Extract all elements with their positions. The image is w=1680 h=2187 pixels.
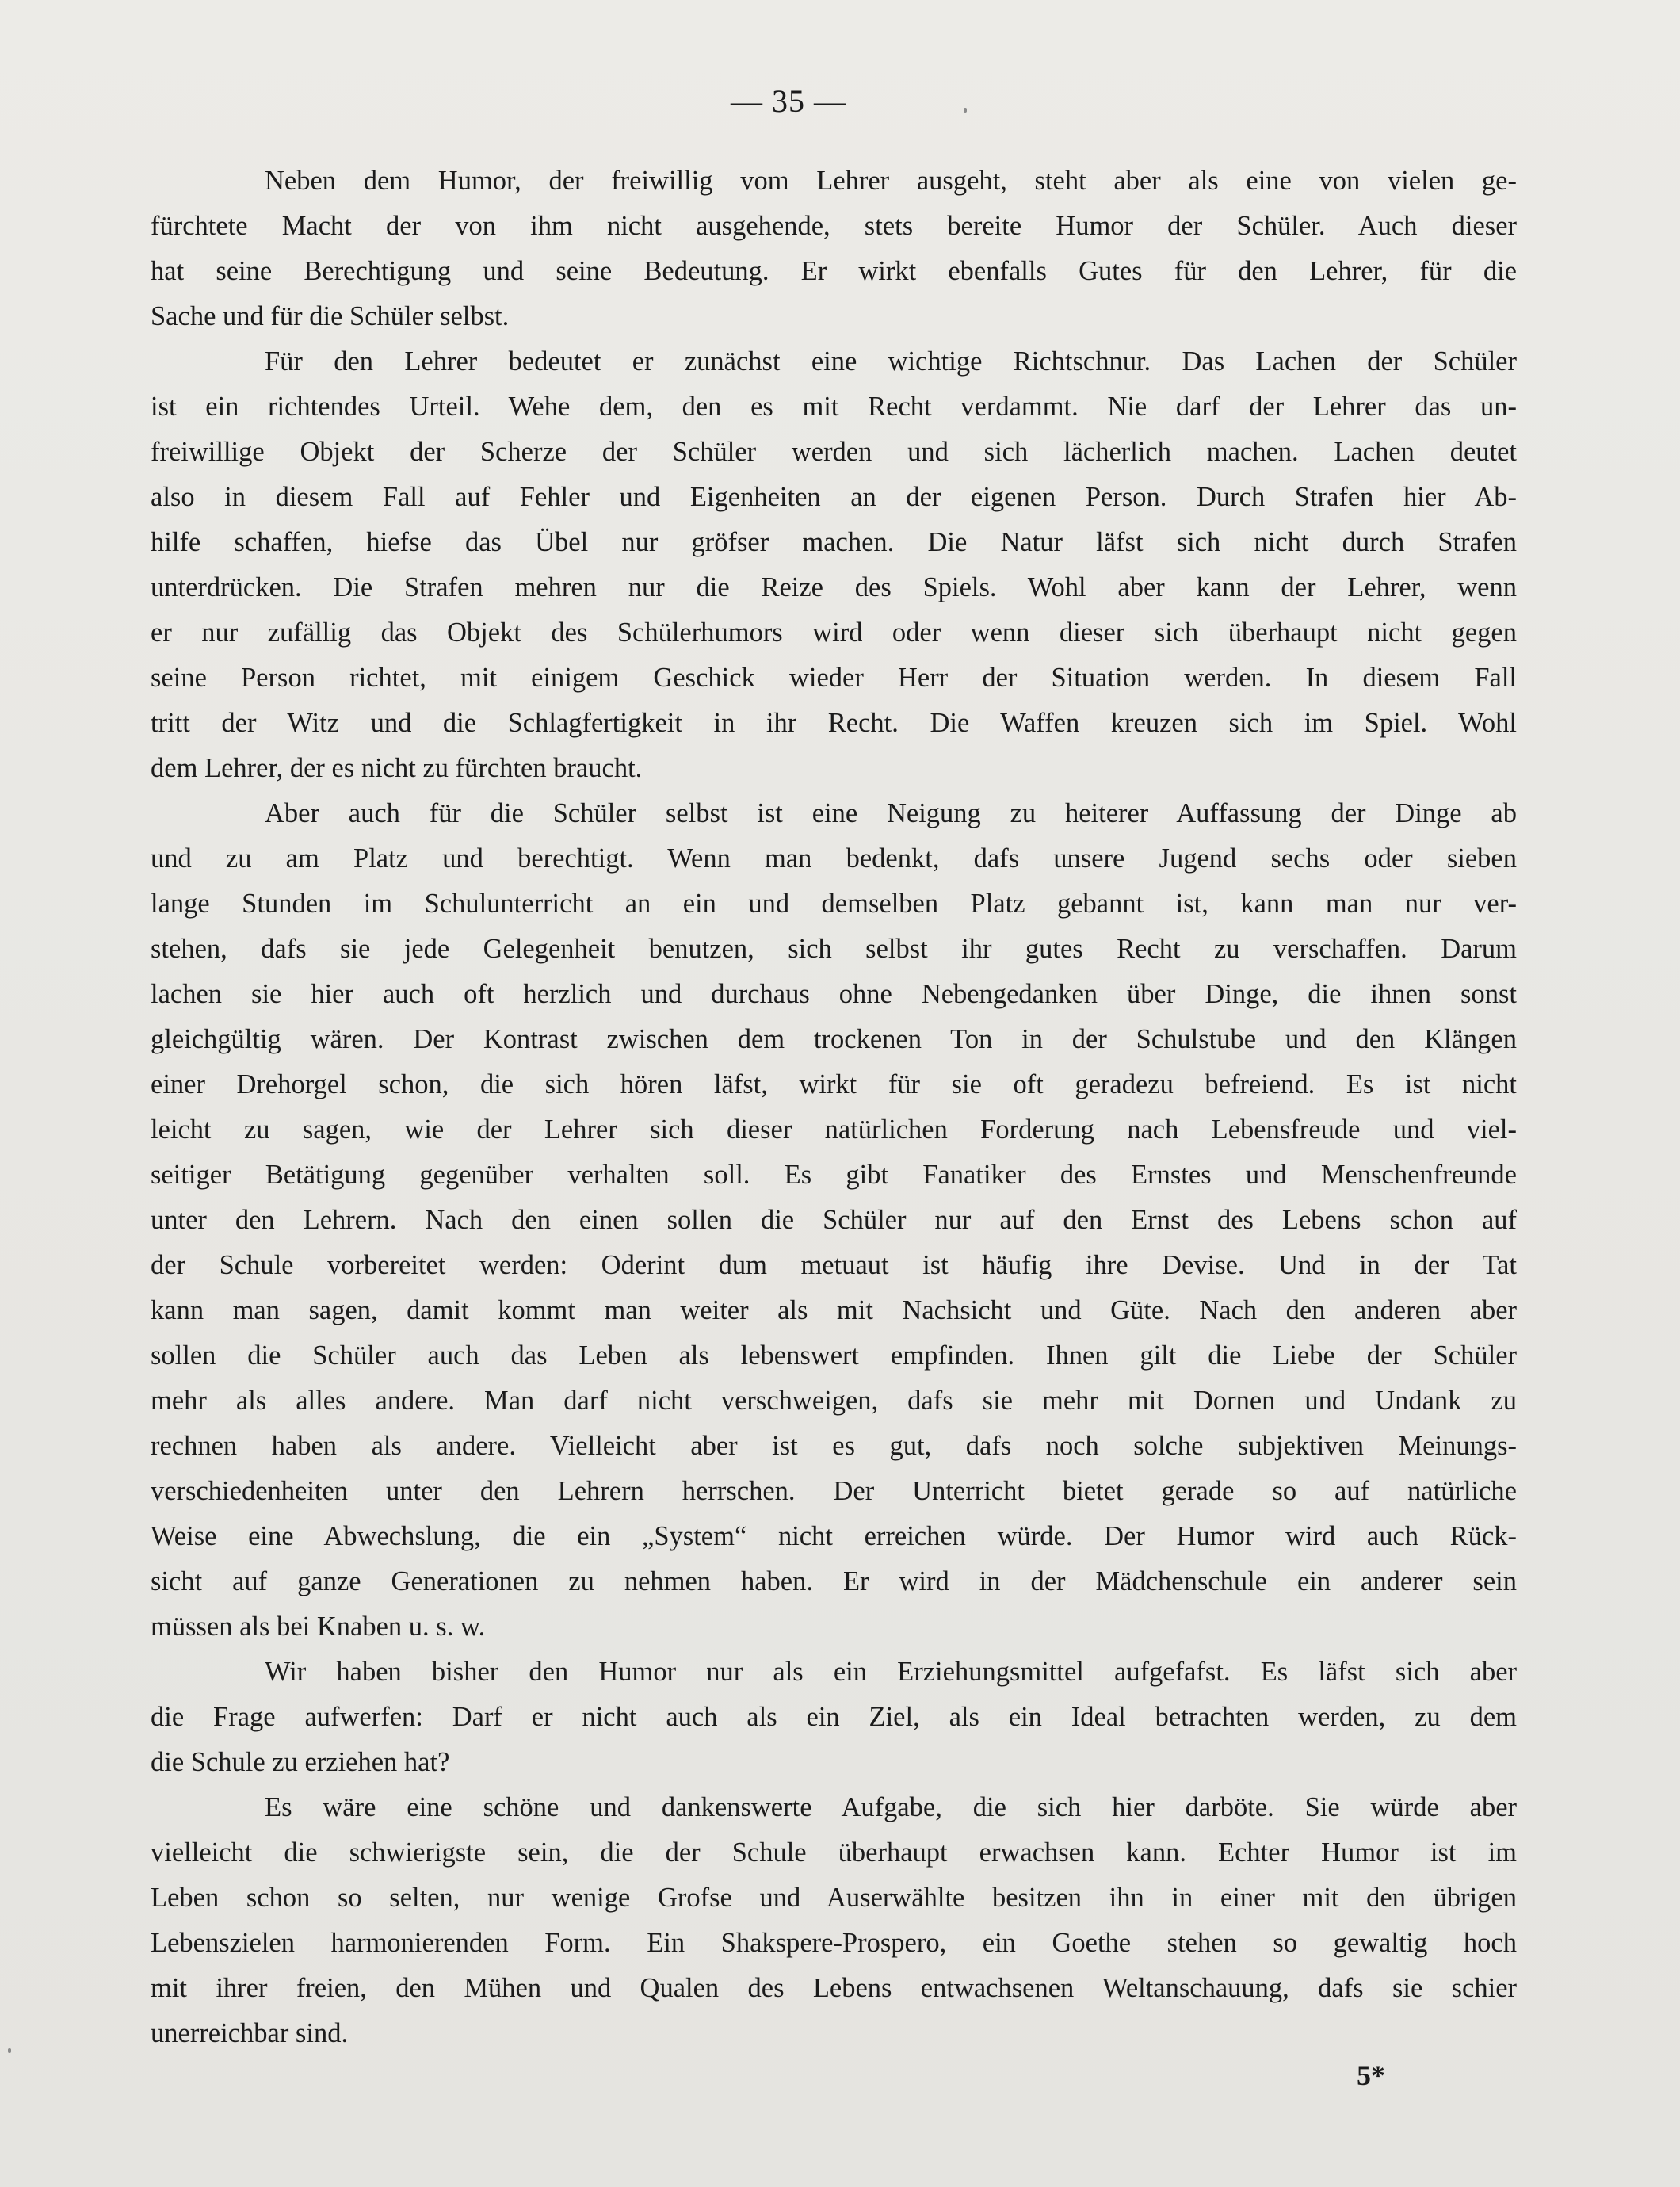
text-line: vielleicht die schwierigste sein, die der Schule überhaupt erwachsen kann. Echter Humor ist im [151, 1837, 1517, 1868]
text-line: leicht zu sagen, wie der Lehrer sich dieser natürlichen Forderung nach Lebensfreude und viel- [151, 1115, 1517, 1145]
text-line: seine Person richtet, mit einigem Geschick wieder Herr der Situation werden. In diesem Fall [151, 663, 1517, 693]
page-number: — 35 — [731, 83, 846, 119]
text-line: die Frage aufwerfen: Darf er nicht auch als ein Ziel, als ein Ideal betrachten werden, zu dem [151, 1702, 1517, 1732]
text-line: Für den Lehrer bedeutet er zunächst eine wichtige Richtschnur. Das Lachen der Schüler [265, 346, 1517, 377]
text-line: und zu am Platz und berechtigt. Wenn man bedenkt, dafs unsere Jugend sechs oder sieben [151, 843, 1517, 874]
text-line: freiwillige Objekt der Scherze der Schüler werden und sich lächerlich machen. Lachen deutet [151, 437, 1517, 467]
text-line: also in diesem Fall auf Fehler und Eigenheiten an der eigenen Person. Durch Strafen hier Ab- [151, 482, 1517, 512]
text-line: Es wäre eine schöne und dankenswerte Aufgabe, die sich hier darböte. Sie würde aber [265, 1792, 1517, 1822]
text-line: fürchtete Macht der von ihm nicht ausgehende, stets bereite Humor der Schüler. Auch dieser [151, 211, 1517, 241]
text-line: sicht auf ganze Generationen zu nehmen haben. Er wird in der Mädchenschule ein anderer sein [151, 1566, 1517, 1596]
text-line: Wir haben bisher den Humor nur als ein Erziehungsmittel aufgefafst. Es läfst sich aber [265, 1657, 1517, 1687]
text-line: Weise eine Abwechslung, die ein „System“ nicht erreichen würde. Der Humor wird auch Rück- [151, 1521, 1517, 1551]
text-line: dem Lehrer, der es nicht zu fürchten braucht. [151, 753, 643, 783]
body-text [151, 159, 1517, 2056]
text-line: kann man sagen, damit kommt man weiter als mit Nachsicht und Güte. Nach den anderen aber [151, 1295, 1517, 1325]
text-line: gleichgültig wären. Der Kontrast zwischen dem trockenen Ton in der Schulstube und den Klängen [151, 1024, 1517, 1054]
text-line: hat seine Berechtigung und seine Bedeutung. Er wirkt ebenfalls Gutes für den Lehrer, für die [151, 256, 1517, 286]
text-line: ist ein richtendes Urteil. Wehe dem, den es mit Recht verdammt. Nie darf der Lehrer das un- [151, 392, 1517, 422]
text-line: verschiedenheiten unter den Lehrern herrschen. Der Unterricht bietet gerade so auf natürliche [151, 1476, 1517, 1506]
text-line: mit ihrer freien, den Mühen und Qualen des Lebens entwachsenen Weltanschauung, dafs sie schier [151, 1973, 1517, 2003]
text-line: einer Drehorgel schon, die sich hören läfst, wirkt für sie oft geradezu befreiend. Es ist nicht [151, 1069, 1517, 1099]
text-line: mehr als alles andere. Man darf nicht verschweigen, dafs sie mehr mit Dornen und Undank zu [151, 1386, 1517, 1416]
text-line: Lebenszielen harmonierenden Form. Ein Shakspere-Prospero, ein Goethe stehen so gewaltig hoch [151, 1928, 1517, 1958]
text-line: die Schule zu erziehen hat? [151, 1747, 450, 1777]
text-line: unerreichbar sind. [151, 2018, 349, 2048]
signature-mark: 5* [1357, 2059, 1385, 2091]
text-line: tritt der Witz und die Schlagfertigkeit in ihr Recht. Die Waffen kreuzen sich im Spiel. Wohl [151, 708, 1517, 738]
text-line: stehen, dafs sie jede Gelegenheit benutzen, sich selbst ihr gutes Recht zu verschaffen. Darum [151, 934, 1517, 964]
text-line: er nur zufällig das Objekt des Schülerhumors wird oder wenn dieser sich überhaupt nicht gegen [151, 617, 1517, 648]
text-line: sollen die Schüler auch das Leben als lebenswert empfinden. Ihnen gilt die Liebe der Schüler [151, 1340, 1517, 1371]
text-line: Neben dem Humor, der freiwillig vom Lehrer ausgeht, steht aber als eine von vielen ge- [265, 166, 1517, 196]
text-line: rechnen haben als andere. Vielleicht aber ist es gut, dafs noch solche subjektiven Meinungs- [151, 1431, 1517, 1461]
text-line: Leben schon so selten, nur wenige Grofse und Auserwählte besitzen ihn in einer mit den übrigen [151, 1883, 1517, 1913]
text-line: müssen als bei Knaben u. s. w. [151, 1612, 486, 1642]
text-line: lange Stunden im Schulunterricht an ein und demselben Platz gebannt ist, kann man nur ver- [151, 889, 1517, 919]
speck-mark [8, 2048, 11, 2053]
text-line: lachen sie hier auch oft herzlich und durchaus ohne Nebengedanken über Dinge, die ihnen sonst [151, 979, 1517, 1009]
text-line: Sache und für die Schüler selbst. [151, 301, 510, 331]
text-line: unter den Lehrern. Nach den einen sollen die Schüler nur auf den Ernst des Lebens schon auf [151, 1205, 1517, 1235]
text-line: hilfe schaffen, hiefse das Übel nur gröfser machen. Die Natur läfst sich nicht durch Strafen [151, 527, 1517, 557]
speck-mark [964, 108, 967, 113]
text-line: unterdrücken. Die Strafen mehren nur die Reize des Spiels. Wohl aber kann der Lehrer, wenn [151, 572, 1517, 602]
text-line: der Schule vorbereitet werden: Oderint dum metuaut ist häufig ihre Devise. Und in der Tat [151, 1250, 1517, 1280]
text-line: seitiger Betätigung gegenüber verhalten soll. Es gibt Fanatiker des Ernstes und Menschenfreunde [151, 1160, 1517, 1190]
text-line: Aber auch für die Schüler selbst ist eine Neigung zu heiterer Auffassung der Dinge ab [265, 798, 1517, 828]
